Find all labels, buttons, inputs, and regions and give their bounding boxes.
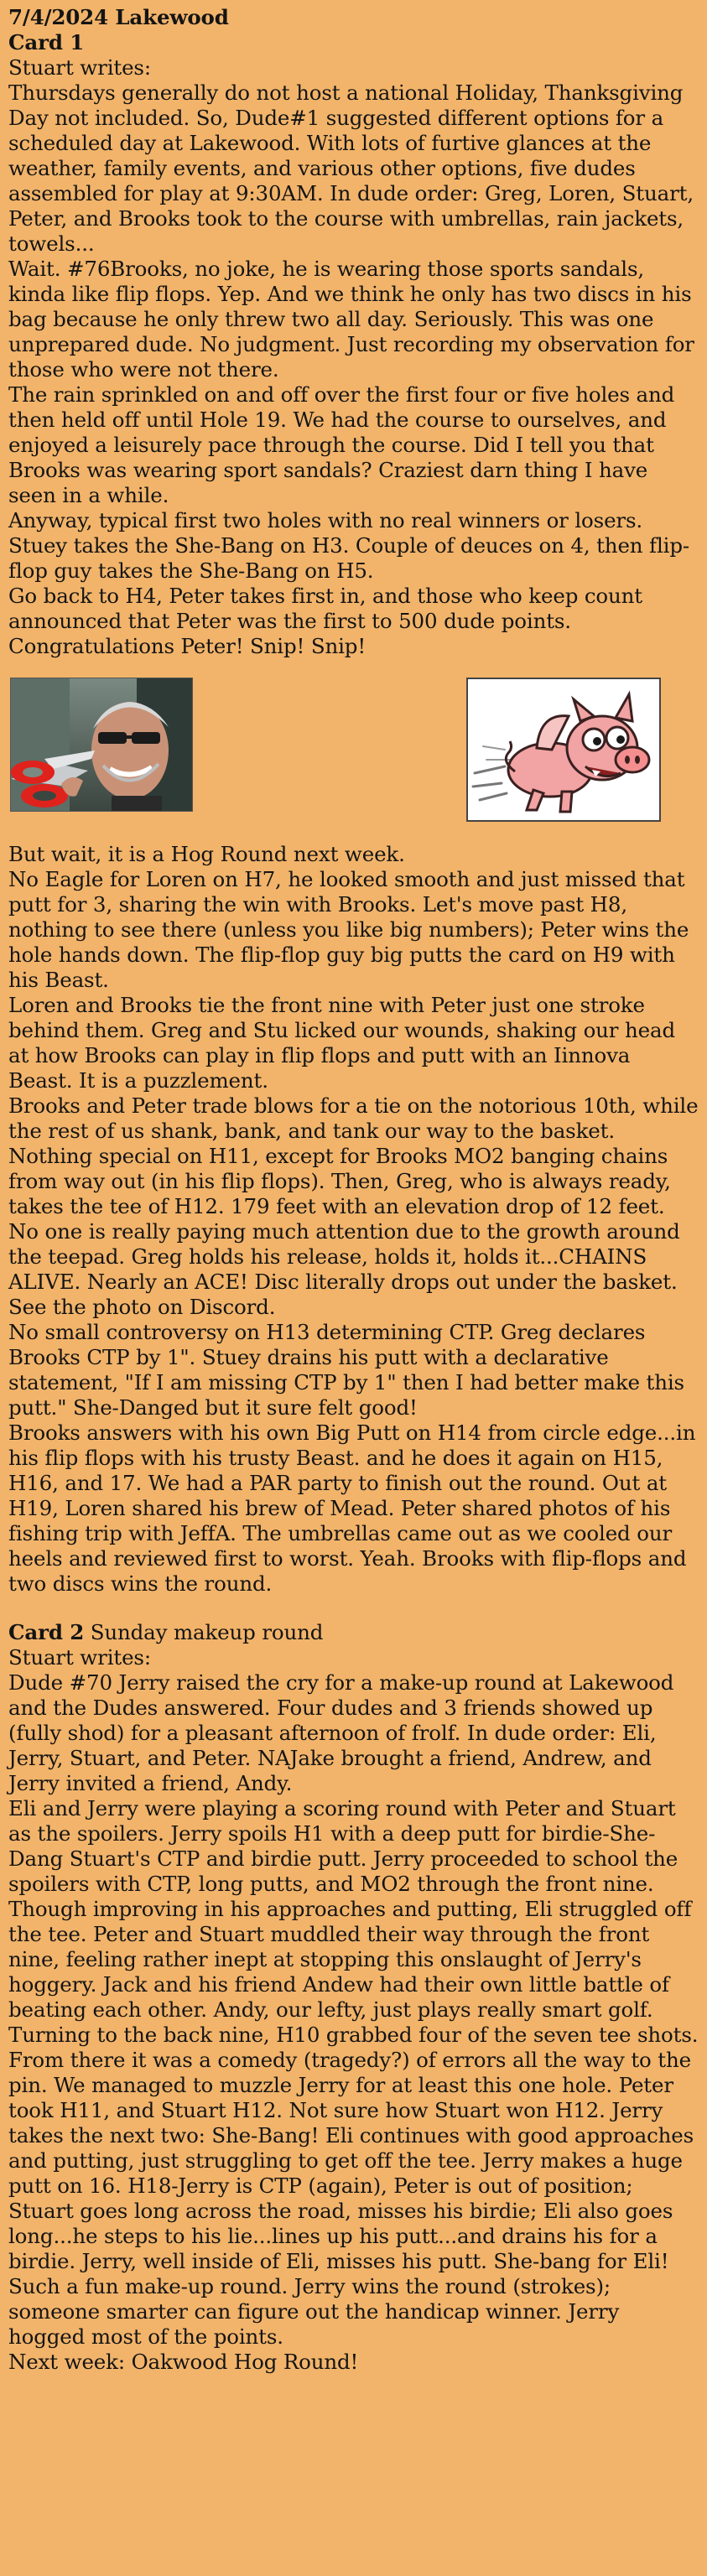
card1-author: Stuart writes: [8, 55, 151, 80]
card1-paragraph: Brooks and Peter trade blows for a tie on the notorious 10th, while the rest of us shank, bank, and tank our way to the basket. Nothing special on H11, except for Brooks MO2 banging chains from way out (in his flip flops). Then, Greg, who is always ready, takes the tee of H12. 179 feet with an elevation drop of 12 feet. No one is really paying much attention due to the growth around the teepad. Greg holds his release, holds it, holds it...CHAINS ALIVE. Nearly an ACE! Disc literally drops out under the basket. See the photo on Discord. [8, 1093, 699, 1319]
card1-paragraph: Anyway, typical first two holes with no real winners or losers. Stuey takes the She-Bang on H3. Couple of deuces on 4, then flip-flop guy takes the She-Bang on H5. [8, 508, 690, 583]
card1-heading: Card 1 [8, 30, 85, 55]
card2-subtitle: Sunday makeup round [84, 1620, 324, 1644]
card1-paragraph: No Eagle for Loren on H7, he looked smooth and just missed that putt for 3, sharing the win with Brooks. Let's move past H8, nothing to see there (unless you like big numbers); Peter wins the hole hands down. The flip-flop guy big putts the card on H9 with his Beast. [8, 867, 689, 992]
section-spacer [8, 1597, 699, 1620]
card1-paragraph: Loren and Brooks tie the front nine with Peter just one stroke behind them. Greg and Stu licked our wounds, shaking our head at how Brooks can play in flip flops and putt with an Iinnova Beast. It is a puzzlement. [8, 993, 675, 1093]
card2-paragraph: Next week: Oakwood Hog Round! [8, 2350, 359, 2374]
card2-paragraph: Turning to the back nine, H10 grabbed four of the seven tee shots. From there it was a comedy (tragedy?) of errors all the way to the pin. We managed to muzzle Jerry for at least this one hole. Peter took H11, and Stuart H12. Not sure how Stuart won H12. Jerry takes the next two: She-Bang! Eli continues with good approaches and putting, just struggling to get off the tee. Jerry makes a huge putt on 16. H18-Jerry is CTP (again), Peter is out of position; Stuart goes long across the road, misses his birdie; Eli also goes long...he steps to his lie...lines up his putt...and drains his for a birdie. Jerry, well inside of Eli, misses his putt. She-bang for Eli! [8, 2023, 699, 2273]
scissors-photo-icon [11, 678, 192, 811]
card1-paragraph: Thursdays generally do not host a national Holiday, Thanksgiving Day not included. So, Dude#1 suggested different options for a scheduled day at Lakewood. With lots of furtive glances at the weather, family events, and various other options, five dudes assembled for play at 9:30AM. In dude order: Greg, Loren, Stuart, Peter, and Brooks took to the course with umbrellas, rain jackets, towels... [8, 80, 694, 256]
post-title: 7/4/2024 Lakewood [8, 5, 229, 29]
card2-paragraph: Eli and Jerry were playing a scoring round with Peter and Stuart as the spoilers. Jerry spoils H1 with a deep putt for birdie-She-Dang Stuart's CTP and birdie putt. Jerry proceeded to school the spoilers with CTP, long putts, and MO2 through the front nine. Though improving in his approaches and putting, Eli struggled off the tee. Peter and Stuart muddled their way through the front nine, feeling rather inept at stopping this onslaught of Jerry's hoggery. Jack and his friend Andew had their own little battle of beating each other. Andy, our lefty, just plays really smart golf. [8, 1796, 692, 2022]
card1-paragraph: No small controversy on H13 determining CTP. Greg declares Brooks CTP by 1". Stuey drains his putt with a declarative statement, "If I am missing CTP by 1" then I had better make this putt." She-Danged but it sure felt good! [8, 1320, 684, 1420]
image-row [8, 678, 699, 837]
card1-paragraph: But wait, it is a Hog Round next week. [8, 842, 405, 866]
man-with-scissors-photo [10, 678, 193, 812]
flying-pig-cartoon [466, 678, 661, 822]
card1-paragraph: The rain sprinkled on and off over the first four or five holes and then held off until Hole 19. We had the course to ourselves, and enjoyed a leisurely pace through the course. Did I tell you that Brooks was wearing sport sandals? Craziest darn thing I have seen in a while. [8, 382, 675, 507]
card1-paragraph: Brooks answers with his own Big Putt on H14 from circle edge...in his flip flops with his trusty Beast. and he does it again on H15, H16, and 17. We had a PAR party to finish out the round. Out at H19, Loren shared his brew of Mead. Peter shared photos of his fishing trip with JeffA. The umbrellas came out as we cooled our heels and reviewed first to worst. Yeah. Brooks with flip-flops and two discs wins the round. [8, 1420, 696, 1596]
card2-heading-line [8, 1620, 699, 1645]
card1-paragraph: Wait. #76Brooks, no joke, he is wearing those sports sandals, kinda like flip flops. Yep. And we think he only has two discs in his bag because he only threw two all day. Seriously. This was one unprepared dude. No judgment. Just recording my observation for those who were not there. [8, 257, 694, 382]
card2-author: Stuart writes: [8, 1645, 151, 1670]
card2-paragraph: Such a fun make-up round. Jerry wins the round (strokes); someone smarter can figure out the handicap winner. Jerry hogged most of the points. [8, 2274, 620, 2349]
flying-pig-icon [468, 679, 659, 820]
card2-heading: Card 2 [8, 1620, 85, 1644]
card2-paragraph: Dude #70 Jerry raised the cry for a make-up round at Lakewood and the Dudes answered. Four dudes and 3 friends showed up (fully shod) for a pleasant afternoon of frolf. In dude order: Eli, Jerry, Stuart, and Peter. NAJake brought a friend, Andrew, and Jerry invited a friend, Andy. [8, 1670, 674, 1795]
card1-paragraph: Go back to H4, Peter takes first in, and those who keep count announced that Peter was the first to 500 dude points. Congratulations Peter! Snip! Snip! [8, 584, 642, 658]
